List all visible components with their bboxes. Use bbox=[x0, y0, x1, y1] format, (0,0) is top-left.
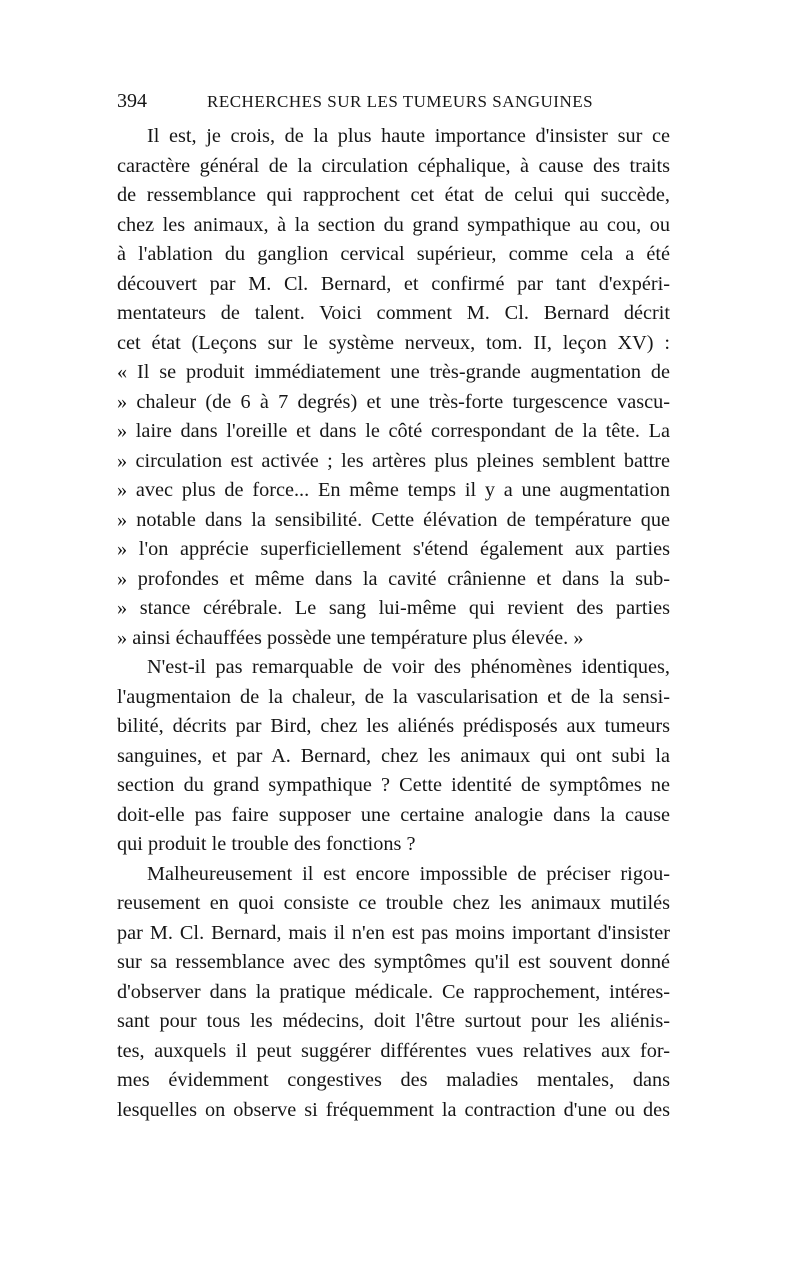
running-head: RECHERCHES SUR LES TUMEURS SANGUINES bbox=[207, 92, 594, 111]
quote-line: » l'on apprécie superficiellement s'étend également aux parties bbox=[117, 538, 670, 560]
text-line: sanguines, et par A. Bernard, chez les animaux qui ont subi la bbox=[117, 744, 670, 767]
text-line: de ressemblance qui rapprochent cet état de celui qui succède, bbox=[117, 184, 670, 206]
text-line: à l'ablation du ganglion cervical supérieur, comme cela a été bbox=[117, 243, 670, 265]
text-line: qui produit le trouble des fonctions ? bbox=[117, 833, 416, 855]
page-number: 394 bbox=[117, 90, 147, 112]
text-line: Il est, je crois, de la plus haute importance d'insister sur ce bbox=[147, 125, 670, 147]
text-line: chez les animaux, à la section du grand sympathique au cou, ou bbox=[117, 213, 670, 236]
text-line: mentateurs de talent. Voici comment M. Cl. Bernard décrit bbox=[117, 302, 670, 324]
text-line: d'observer dans la pratique médicale. Ce rapprochement, intéres- bbox=[117, 980, 670, 1003]
quote-line: « Il se produit immédiatement une très-grande augmentation de bbox=[117, 361, 670, 383]
quote-line: » stance cérébrale. Le sang lui-même qui revient des parties bbox=[117, 597, 670, 619]
quote-line: » avec plus de force... En même temps il y a une augmentation bbox=[117, 479, 670, 501]
quote-line: » chaleur (de 6 à 7 degrés) et une très-forte turgescence vascu- bbox=[117, 390, 670, 413]
text-line: tes, auxquels il peut suggérer différentes vues relatives aux for- bbox=[117, 1039, 670, 1062]
page-header bbox=[117, 90, 670, 120]
quote-line: » ainsi échauffées possède une température plus élevée. » bbox=[117, 626, 584, 649]
text-line: découvert par M. Cl. Bernard, et confirmé par tant d'expéri- bbox=[117, 272, 670, 295]
text-line: doit-elle pas faire supposer une certaine analogie dans la cause bbox=[117, 803, 670, 826]
text-line: sur sa ressemblance avec des symptômes qu'il est souvent donné bbox=[117, 951, 670, 973]
text-line: par M. Cl. Bernard, mais il n'en est pas moins important d'insister bbox=[117, 921, 670, 944]
body-text bbox=[117, 122, 670, 1125]
text-line: lesquelles on observe si fréquemment la contraction d'une ou des bbox=[117, 1098, 670, 1121]
text-line: mes évidemment congestives des maladies mentales, dans bbox=[117, 1069, 670, 1091]
text-line: sant pour tous les médecins, doit l'être surtout pour les aliénis- bbox=[117, 1010, 670, 1032]
quote-line: » laire dans l'oreille et dans le côté correspondant de la tête. La bbox=[117, 420, 670, 442]
quote-line: » circulation est activée ; les artères plus pleines semblent battre bbox=[117, 449, 670, 472]
text-line: bilité, décrits par Bird, chez les aliénés prédisposés aux tumeurs bbox=[117, 715, 670, 737]
text-line: reusement en quoi consiste ce trouble chez les animaux mutilés bbox=[117, 892, 670, 914]
text-line: cet état (Leçons sur le système nerveux, tom. II, leçon XV) : bbox=[117, 331, 670, 354]
text-line: l'augmentaion de la chaleur, de la vascularisation et de la sensi- bbox=[117, 685, 670, 708]
quote-line: » notable dans la sensibilité. Cette élévation de température que bbox=[117, 508, 670, 531]
text-line: Malheureusement il est encore impossible de préciser rigou- bbox=[147, 862, 670, 885]
text-line: section du grand sympathique ? Cette identité de symptômes ne bbox=[117, 774, 670, 796]
text-line: N'est-il pas remarquable de voir des phénomènes identiques, bbox=[147, 656, 670, 678]
quote-line: » profondes et même dans la cavité crânienne et dans la sub- bbox=[117, 567, 670, 590]
text-line: caractère général de la circulation céphalique, à cause des traits bbox=[117, 154, 670, 177]
